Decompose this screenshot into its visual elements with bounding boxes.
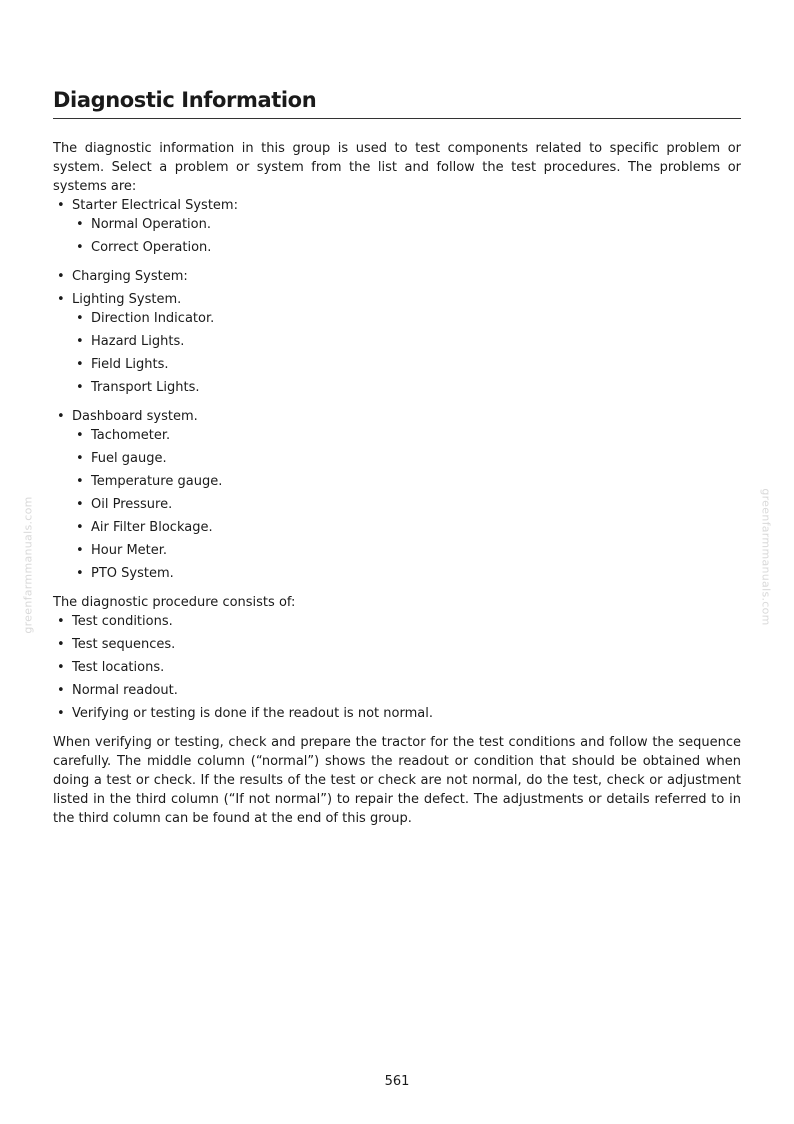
- list-item: • Correct Operation.: [72, 238, 741, 257]
- list-item: • PTO System.: [72, 564, 741, 583]
- sublist-starter: [72, 215, 741, 257]
- systems-list: [53, 196, 741, 583]
- sublist-lighting: [72, 309, 741, 397]
- sublist-dashboard: [72, 426, 741, 583]
- list-item-label: Lighting System.: [72, 292, 182, 307]
- procedure-list: [53, 612, 741, 723]
- list-item: • Air Filter Blockage.: [72, 518, 741, 537]
- list-item: • Field Lights.: [72, 355, 741, 374]
- page-number: 561: [384, 1074, 410, 1089]
- list-item: • Verifying or testing is done if the readout is not normal.: [53, 704, 741, 723]
- page-title: Diagnostic Information: [53, 88, 741, 119]
- list-item-starter: [53, 196, 741, 257]
- closing-paragraph: When verifying or testing, check and prepare the tractor for the test conditions and follow the sequence carefully. The middle column (“normal”) shows the readout or condition that should be obtained when doing a test or check. If the results of the test or check are not normal, do the test, check or adjustment listed in the third column (“If not normal”) to repair the defect. The adjustments or details referred to in the third column can be found at the end of this group.: [53, 735, 741, 826]
- list-item: • Fuel gauge.: [72, 449, 741, 468]
- list-item: • Normal readout.: [53, 681, 741, 700]
- list-item: • Temperature gauge.: [72, 472, 741, 491]
- list-item: • Hour Meter.: [72, 541, 741, 560]
- procedure-intro: The diagnostic procedure consists of:: [53, 595, 296, 610]
- watermark-left: greenfarmmanuals.com: [21, 496, 35, 634]
- list-item: • Transport Lights.: [72, 378, 741, 397]
- list-item-label: Charging System:: [72, 269, 188, 284]
- list-item: • Test sequences.: [53, 635, 741, 654]
- list-item: • Normal Operation.: [72, 215, 741, 234]
- list-item-lighting: [53, 290, 741, 397]
- intro-paragraph: The diagnostic information in this group is used to test components related to specific problem or system. Select a problem or system from the list and follow the test procedures. The problems or systems are:: [53, 141, 741, 194]
- list-item-charging: [53, 267, 741, 286]
- list-item: • Tachometer.: [72, 426, 741, 445]
- list-item-label: Dashboard system.: [72, 409, 198, 424]
- list-item: • Direction Indicator.: [72, 309, 741, 328]
- list-item-dashboard: [53, 407, 741, 583]
- list-item: • Test conditions.: [53, 612, 741, 631]
- list-item-label: Starter Electrical System:: [72, 198, 238, 213]
- page-content: [53, 139, 741, 828]
- list-item: • Test locations.: [53, 658, 741, 677]
- watermark-right: greenfarmmanuals.com: [759, 488, 773, 626]
- list-item: • Oil Pressure.: [72, 495, 741, 514]
- list-item: • Hazard Lights.: [72, 332, 741, 351]
